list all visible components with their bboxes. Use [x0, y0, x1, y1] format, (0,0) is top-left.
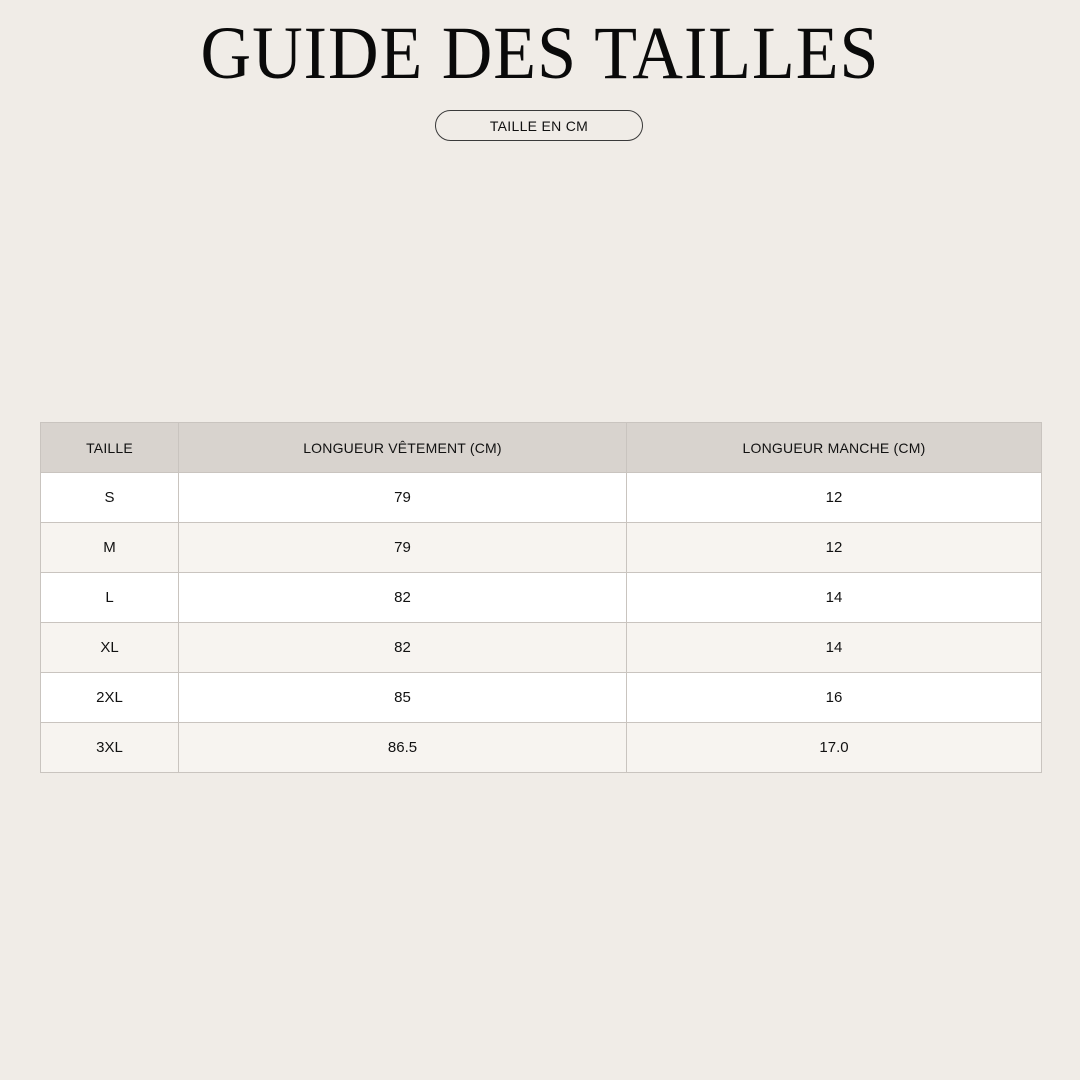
table-row — [41, 673, 1042, 723]
cell-size: XL — [41, 623, 179, 673]
cell-size: 2XL — [41, 673, 179, 723]
cell-garment-length: 85 — [179, 673, 627, 723]
table-header-row — [41, 423, 1042, 473]
cell-sleeve-length: 14 — [627, 573, 1042, 623]
header-size: TAILLE — [41, 423, 179, 473]
cell-sleeve-length: 12 — [627, 473, 1042, 523]
cell-sleeve-length: 14 — [627, 623, 1042, 673]
cell-size: S — [41, 473, 179, 523]
cell-garment-length: 86.5 — [179, 723, 627, 773]
cell-size: 3XL — [41, 723, 179, 773]
cell-size: L — [41, 573, 179, 623]
cell-sleeve-length: 17.0 — [627, 723, 1042, 773]
cell-size: M — [41, 523, 179, 573]
table-row — [41, 723, 1042, 773]
cell-garment-length: 79 — [179, 473, 627, 523]
table-row — [41, 523, 1042, 573]
size-table — [40, 422, 1042, 773]
header-sleeve-length: LONGUEUR MANCHE (CM) — [627, 423, 1042, 473]
cell-garment-length: 82 — [179, 623, 627, 673]
unit-badge: TAILLE EN CM — [435, 110, 643, 141]
table-row — [41, 623, 1042, 673]
table-row — [41, 473, 1042, 523]
cell-sleeve-length: 12 — [627, 523, 1042, 573]
header-garment-length: LONGUEUR VÊTEMENT (CM) — [179, 423, 627, 473]
page-title: GUIDE DES TAILLES — [200, 11, 880, 96]
cell-garment-length: 79 — [179, 523, 627, 573]
cell-garment-length: 82 — [179, 573, 627, 623]
cell-sleeve-length: 16 — [627, 673, 1042, 723]
table-row — [41, 573, 1042, 623]
